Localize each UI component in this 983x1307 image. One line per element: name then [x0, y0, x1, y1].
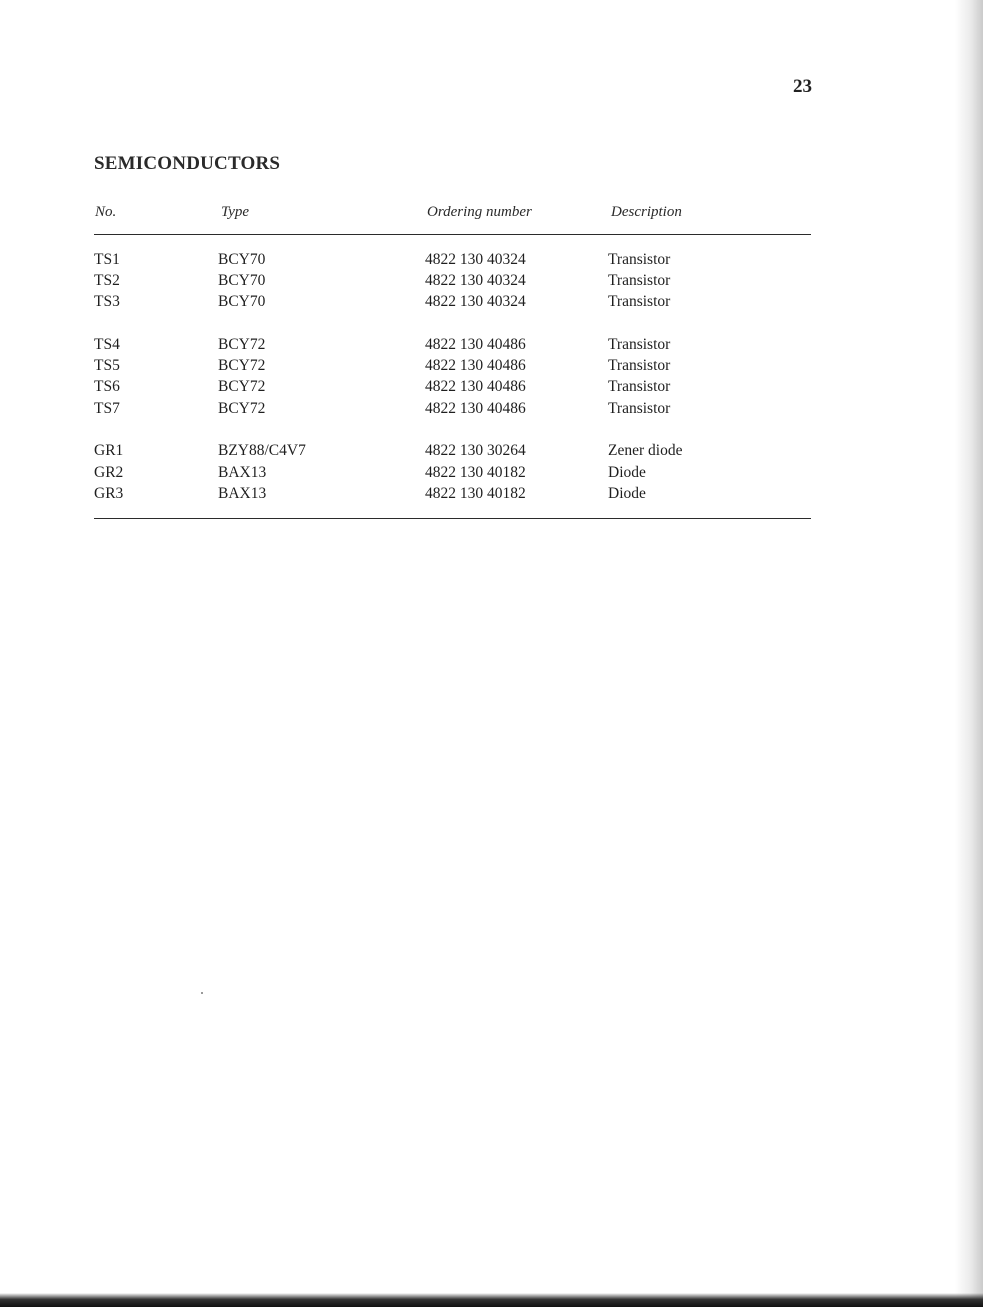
header-type: Type: [221, 204, 250, 220]
cell-type: BCY70: [218, 251, 266, 268]
cell-description: Transistor: [608, 378, 671, 395]
cell-ordering-number: 4822 130 30264: [425, 442, 526, 459]
cell-description: Diode: [608, 485, 646, 502]
table-row: [0, 336, 983, 357]
cell-ordering-number: 4822 130 40324: [425, 272, 526, 289]
table-bottom-rule: [94, 518, 811, 519]
header-ordering-number: Ordering number: [427, 204, 532, 220]
cell-type: BCY72: [218, 336, 266, 353]
cell-type: BAX13: [218, 464, 267, 481]
cell-no: GR3: [94, 485, 124, 502]
cell-ordering-number: 4822 130 40324: [425, 251, 526, 268]
cell-type: BCY72: [218, 378, 266, 395]
cell-ordering-number: 4822 130 40182: [425, 464, 526, 481]
table-row: [0, 272, 983, 293]
cell-description: Transistor: [608, 251, 671, 268]
page-right-edge-shadow: [955, 0, 983, 1307]
header-description: Description: [611, 204, 682, 220]
cell-type: BZY88/C4V7: [218, 442, 306, 459]
table-row: [0, 442, 983, 463]
table-row: [0, 293, 983, 314]
table-row: [0, 251, 983, 272]
cell-type: BCY70: [218, 272, 266, 289]
cell-type: BCY72: [218, 357, 266, 374]
cell-no: TS3: [94, 293, 120, 310]
cell-ordering-number: 4822 130 40486: [425, 357, 526, 374]
cell-no: TS1: [94, 251, 120, 268]
scan-speck: [201, 992, 203, 994]
cell-ordering-number: 4822 130 40486: [425, 378, 526, 395]
header-no: No.: [95, 204, 117, 220]
table-row: [0, 464, 983, 485]
cell-type: BCY72: [218, 400, 266, 417]
cell-type: BCY70: [218, 293, 266, 310]
cell-no: TS4: [94, 336, 120, 353]
table-header-row: [0, 204, 983, 224]
cell-no: GR2: [94, 464, 124, 481]
cell-description: Zener diode: [608, 442, 683, 459]
cell-no: TS2: [94, 272, 120, 289]
cell-description: Diode: [608, 464, 646, 481]
cell-no: TS5: [94, 357, 120, 374]
cell-no: TS6: [94, 378, 120, 395]
cell-description: Transistor: [608, 400, 671, 417]
cell-no: GR1: [94, 442, 124, 459]
table-row: [0, 400, 983, 421]
cell-description: Transistor: [608, 293, 671, 310]
section-title: SEMICONDUCTORS: [94, 153, 281, 174]
cell-ordering-number: 4822 130 40182: [425, 485, 526, 502]
cell-no: TS7: [94, 400, 120, 417]
page-number: 23: [793, 76, 812, 97]
table-top-rule: [94, 234, 811, 235]
page-bottom-edge-shadow: [0, 1293, 983, 1307]
cell-description: Transistor: [608, 272, 671, 289]
table-row: [0, 357, 983, 378]
cell-description: Transistor: [608, 357, 671, 374]
cell-ordering-number: 4822 130 40486: [425, 400, 526, 417]
table-row: [0, 378, 983, 399]
table-row: [0, 485, 983, 506]
cell-description: Transistor: [608, 336, 671, 353]
cell-ordering-number: 4822 130 40486: [425, 336, 526, 353]
cell-ordering-number: 4822 130 40324: [425, 293, 526, 310]
cell-type: BAX13: [218, 485, 267, 502]
